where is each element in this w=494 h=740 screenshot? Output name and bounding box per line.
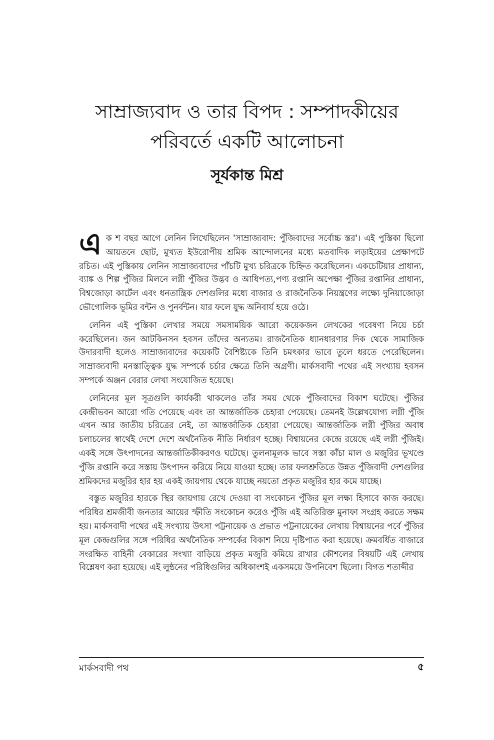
article-author: সূর্যকান্ত মিশ্র — [210, 166, 284, 184]
article-title-line-2: পরিবর্তে একটি আলোচনা — [150, 131, 344, 153]
paragraph-3: লেনিনের মূল সূত্রগুলি কার্যকরী থাকলেও তাঁর সময় থেকে পুঁজিবাদের বিকাশ ঘটেছে। পুঁজির কেন্দ্রীভবন আরো গতি পেয়েছে এবং তা আন্তর্জাতিক চেহারা পেয়েছে। তেমনই উল্লেখযোগ্য লগ্নী পুঁজি এখন আর জাতীয় চরিত্রের নেই, তা আন্তর্জাতিক চেহারা পেয়েছে। আন্তর্জাতিক লগ্নী পুঁজির অবাধ চলাচলের স্বার্থেই দেশে দেশে অর্থনৈতিক নীতি নির্ধারণ হচ্ছে। বিশ্বায়নের কেন্দ্রে রয়েছে এই লগ্নী পুঁজিই। একই সঙ্গে উৎপাদনের আন্তর্জাতিকীকরণও ঘটেছে। তুলনামূলক ভাবে সস্তা কাঁচা মাল ও মজুরির ভূখণ্ডে পুঁজি রপ্তানি করে সস্তায় উৎপাদন করিয়ে নিয়ে যাওয়া হচ্ছে। তার ফলশ্রুতিতে উন্নত পুঁজিবাদী দেশগুলির শ্রমিকদের মজুরির হার হয় একই জায়গায় থেকে যাচ্ছে নয়তো প্রকৃত মজুরির হার কমে যাচ্ছে। — [79, 392, 424, 486]
paragraph-1-text: ক শ বছর আগে লেনিন লিখেছিলেন 'সাম্রাজ্যবাদ: পুঁজিবাদের সর্বোচ্চ স্তর'। এই পুস্তিকা ছিলো আয়তনে ছোট, মুখ্যত ইউরোপীয় শ্রমিক আন্দোলনের মধ্যে মতবাদিক লড়াইয়ের প্রেক্ষাপটে রচিত। এই পুস্তিকায় লেনিন সাম্রাজ্যবাদের পাঁচটি মুখ্য চরিত্রকে চিহ্নিত করেছিলেন। একচেটিয়ার প্রাধান্য, ব্যাঙ্ক ও শিল্প পুঁজির মিলনে লগ্নী পুঁজির উদ্ভব ও আধিপত্য,পণ্য রপ্তানি অপেক্ষা পুঁজির রপ্তানির প্রাধান্য, বিশ্বজোড়া কার্টেল এবং ধনতান্ত্রিক দেশগুলির মধ্যে বাজার ও রাজনৈতিক নিয়ন্ত্রণের লক্ষ্যে দুনিয়াজোড়া ভৌগোলিক ভূমির বন্টন ও পুনর্বন্টন। যার ফলে যুদ্ধ অনিবার্য হয়ে ওঠে। — [79, 233, 424, 312]
article-body — [79, 227, 424, 579]
footer-journal-name: মার্কসবাদী পথ — [79, 664, 129, 674]
paragraph-4: বস্তুত মজুরির হারকে স্থির জায়গায় রেখে দেওয়া বা সংকোচন পুঁজির মূল লক্ষ্য হিসাবে কাজ করছে। পরিধির শ্রমজীবী জনতার আয়ের স্ফীতি সংকোচন করেও পুঁজি এই অতিরিক্ত মুনাফা সংগ্রহ করতে সক্ষম হয়। মার্কসবাদী পথের এই সংখ্যায় উৎসা পট্টনায়েক ও প্রভাত পট্টনায়েকের লেখায় বিশ্বায়নের পর্বে পুঁজির মূল কেন্দ্রগুলির সঙ্গে পরিধির অর্থনৈতিক সম্পর্কের বিকাশ নিয়ে দৃষ্টিপাত করা হয়েছে। ক্রমবর্ধিত বাজারে সংরক্ষিত বাহিনী বেকারের সংখ্যা বাড়িয়ে প্রকৃত মজুরি কমিয়ে রাখার কৌশলের বিষয়টি এই লেখায় বিশ্লেষণ করা হয়েছে। এই লুন্ঠনের পরিধিগুলির অধিকাংশই একসময়ে উপনিবেশ ছিলো। বিগত শতাব্দীর — [79, 493, 424, 573]
footer-divider — [79, 657, 424, 658]
page-number: ৫ — [417, 662, 424, 673]
paragraph-2: লেনিন এই পুস্তিকা লেখার সময়ে সমসাময়িক আরো কয়েকজন লেখকের গবেষণা নিয়ে চর্চা করেছিলেন। জন আটকিনসন হবসন তাঁদের অন্যতম। রাজনৈতিক ধ্যানধারণার দিক থেকে সামাজিক উদারবাদী হলেও সাম্রাজ্যবাদের কয়েকটি বৈশিষ্ট্যকে তিনি চমৎকার ভাবে তুলে ধরতে পেরেছিলেন। সাম্রাজ্যবাদী মনস্তাত্ত্বিক যুদ্ধ সম্পর্কে চর্চার ক্ষেত্রে তিনি অগ্রণী। মার্কসবাদী পথের এই সংখ্যায় হবসন সম্পর্কে অঞ্জন বেরার লেখা সংযোজিত হয়েছে। — [79, 319, 424, 385]
drop-cap: এ — [79, 227, 102, 262]
article-title-line-1: সাম্রাজ্যবাদ ও তার বিপদ : সম্পাদকীয়ের — [95, 101, 399, 123]
paragraph-1 — [79, 227, 424, 315]
